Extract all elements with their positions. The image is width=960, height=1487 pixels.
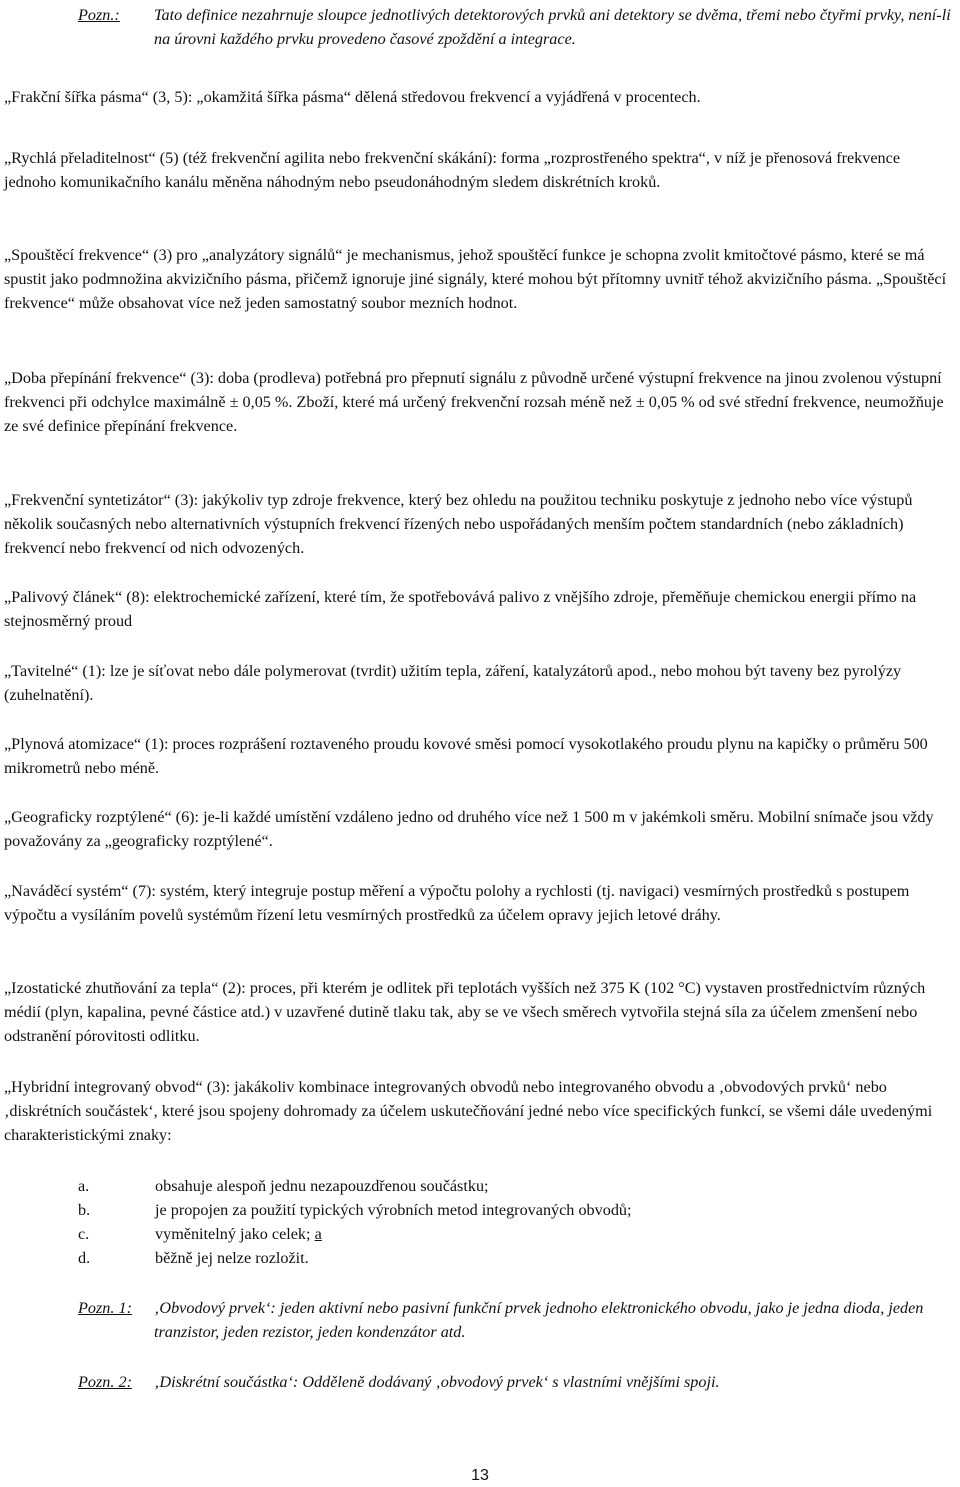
paragraph-frequency-mask-trigger: „Spouštěcí frekvence“ (3) pro „analyzátory signálů“ je mechanismus, jehož spouštěcí funkce je schopna zvolit kmitočtové pásmo, které se má spustit jako podmnožina akvizičního pásma, přičemž ignoruje jiné signály, které mohou být přítomny uvnitř téhož akvizičního pásma. „Spouštěcí frekvence“ může obsahovat více než jeden samostatný soubor mezních hodnot. <box>4 246 947 312</box>
list-text-underlined: a <box>314 1225 322 1243</box>
top-note-text: Tato definice nezahrnuje sloupce jednotlivých detektorových prvků ani detektory se dvěma, třemi nebo čtyřmi prvky, není-li na úrovni každého prvku provedeno časové zpoždění a integrace. <box>154 6 951 48</box>
note-2-label: Pozn. 2: <box>78 1373 132 1391</box>
paragraph-hybrid-integrated-circuit: „Hybridní integrovaný obvod“ (3): jakákoliv kombinace integrovaných obvodů nebo integrovaného obvodu a ‚obvodových prvků‘ nebo ‚diskrétních součástek‘, které jsou spojeny dohromady za účelem uskutečňování jedné nebo více specifických funkcí, se všemi dále uvedenými charakteristickými znaky: <box>4 1078 933 1144</box>
paragraph-fractional-bandwidth: „Frakční šířka pásma“ (3, 5): „okamžitá šířka pásma“ dělená středovou frekvencí a vyjádřená v procentech. <box>4 88 701 106</box>
top-note-label: Pozn.: <box>78 6 120 24</box>
paragraph-frequency-hopping: „Rychlá přeladitelnost“ (5) (též frekvenční agilita nebo frekvenční skákání): forma „rozprostřeného spektra“, v níž je přenosová frekvence jednoho komunikačního kanálu měněna náhodným nebo pseudonáhodným sledem diskrétních kroků. <box>4 149 901 191</box>
paragraph-frequency-switching-time: „Doba přepínání frekvence“ (3): doba (prodleva) potřebná pro přepnutí signálu z původně určené výstupní frekvence na jinou zvolenou výstupní frekvenci při odchylce maximálně ± 0,05 %. Zboží, které má určený frekvenční rozsah méně než ± 0,05 % od své střední frekvence, neumožňuje ze své definice přepínání frekvence. <box>4 369 944 435</box>
note-1-text: ‚Obvodový prvek‘: jeden aktivní nebo pasivní funkční prvek jednoho elektronického obvodu, jako je jedna dioda, jeden tranzistor, jeden rezistor, jeden kondenzátor atd. <box>154 1299 924 1341</box>
note-2-text: ‚Diskrétní součástka‘: Odděleně dodávaný ‚obvodový prvek‘ s vlastními vnějšími spoji. <box>154 1373 720 1391</box>
note-1-label: Pozn. 1: <box>78 1299 132 1317</box>
list-text: je propojen za použití typických výrobních metod integrovaných obvodů; <box>155 1201 632 1219</box>
paragraph-fusible: „Tavitelné“ (1): lze je síťovat nebo dále polymerovat (tvrdit) užitím tepla, záření, katalyzátorů apod., nebo mohou být taveny bez pyrolýzy (zuhelnatění). <box>4 662 902 704</box>
list-letter: c. <box>78 1225 90 1243</box>
list-text: běžně jej nelze rozložit. <box>155 1249 309 1267</box>
paragraph-gas-atomisation: „Plynová atomizace“ (1): proces rozprášení roztaveného proudu kovové směsi pomocí vysokotlakého proudu plynu na kapičky o průměru 500 mikrometrů nebo méně. <box>4 735 928 777</box>
paragraph-guidance-set: „Naváděcí systém“ (7): systém, který integruje postup měření a výpočtu polohy a rychlosti (tj. navigaci) vesmírných prostředků s postupem výpočtu a vysíláním povelů systémům řízení letu vesmírných prostředků za účelem opravy jejich letové dráhy. <box>4 882 910 924</box>
page-number: 13 <box>471 1467 489 1484</box>
list-letter: b. <box>78 1201 91 1219</box>
list-letter: a. <box>78 1177 90 1195</box>
paragraph-fuel-cell: „Palivový článek“ (8): elektrochemické zařízení, které tím, že spotřebovává palivo z vnějšího zdroje, přeměňuje chemickou energii přímo na stejnosměrný proud <box>4 588 917 630</box>
list-text-main: vyměnitelný jako celek; <box>155 1225 315 1243</box>
list-text <box>155 1222 935 1246</box>
paragraph-geographically-dispersed: „Geograficky rozptýlené“ (6): je-li každé umístění vzdáleno jedno od druhého více než 1 500 m v jakémkoli směru. Mobilní snímače jsou vždy považovány za „geograficky rozptýlené“. <box>4 808 934 850</box>
list-text: obsahuje alespoň jednu nezapouzdřenou součástku; <box>155 1177 489 1195</box>
paragraph-hot-isostatic-densification: „Izostatické zhutňování za tepla“ (2): proces, při kterém je odlitek při teplotách vyšších než 375 K (102 °C) vystaven prostřednictvím různých médií (plyn, kapalina, pevné částice atd.) v uzavřené dutině tlaku tak, aby se ve všech směrech vytvořila stejná síla za účelem zmenšení nebo odstranění pórovitosti odlitku. <box>4 979 926 1045</box>
list-letter: d. <box>78 1249 91 1267</box>
paragraph-frequency-synthesiser: „Frekvenční syntetizátor“ (3): jakýkoliv typ zdroje frekvence, který bez ohledu na použitou techniku poskytuje z jednoho nebo více výstupů několik současných nebo alternativních výstupních frekvencí řízených nebo uspořádaných menším počtem standardních (nebo základních) frekvencí nebo frekvencí od nich odvozených. <box>4 491 913 557</box>
